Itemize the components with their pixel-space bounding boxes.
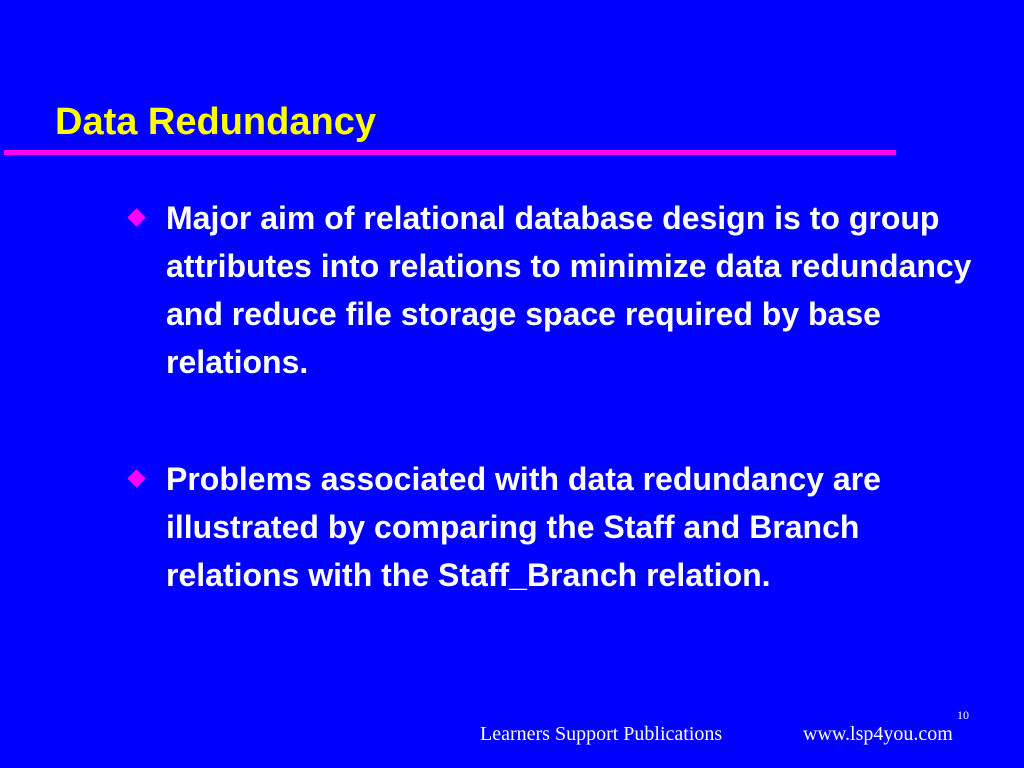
bullet-text: Problems associated with data redundancy are illustrated by comparing the Staff and Branch relations with the Staff_Branch relation. (166, 461, 881, 593)
footer-website: www.lsp4you.com (803, 723, 953, 745)
slide-title: Data Redundancy (55, 101, 376, 143)
footer-publisher: Learners Support Publications (480, 723, 723, 745)
diamond-bullet-icon (127, 469, 145, 487)
page-number: 10 (957, 708, 969, 722)
diamond-bullet-icon (127, 208, 145, 226)
bullet-text: Major aim of relational database design is to group attributes into relations to minimize data redundancy and reduce file storage space required by base relations. (166, 200, 972, 380)
